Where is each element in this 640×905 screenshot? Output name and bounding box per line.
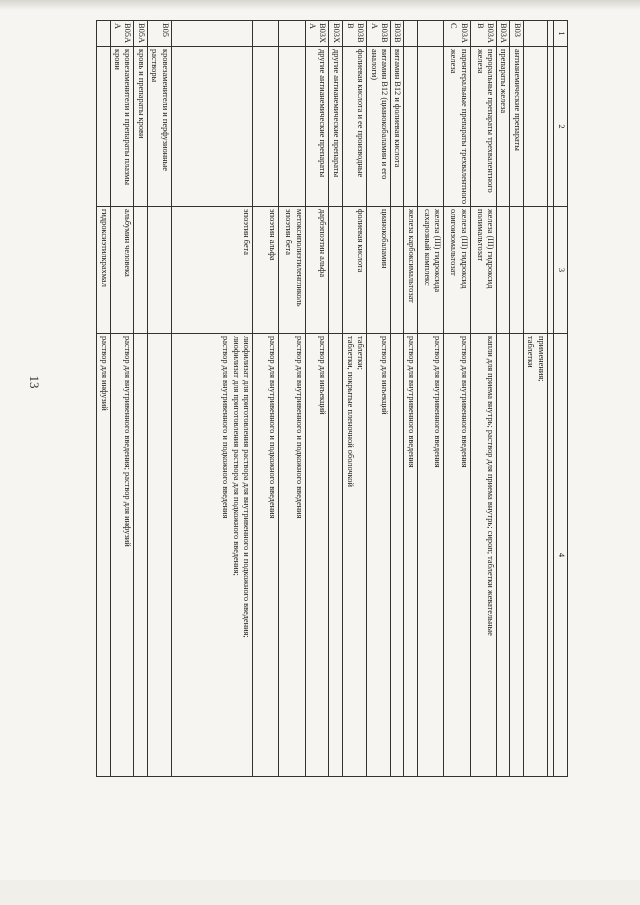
- dosage-forms-cell: [134, 334, 147, 777]
- drug-name-cell: железа карбоксимальтозат: [404, 207, 417, 334]
- drug-name-cell: альбумин человека: [110, 207, 134, 334]
- atc-code-cell: B03: [510, 21, 523, 47]
- group-name-cell: [252, 47, 278, 207]
- dosage-forms-cell: раствор для внутривенного введения: [444, 334, 470, 777]
- drug-name-cell: эпоэтин бета: [171, 207, 252, 334]
- group-name-cell: [523, 47, 547, 207]
- header-col-1: 1: [553, 21, 567, 47]
- drug-name-cell: эпоэтин альфа: [252, 207, 278, 334]
- table-row: [147, 21, 171, 777]
- group-name-cell: витамин B12 и фолиевая кислота: [391, 47, 404, 207]
- table-row: [510, 21, 523, 777]
- header-col-3: 3: [553, 207, 567, 334]
- header-col-2: 2: [553, 47, 567, 207]
- dosage-forms-cell: [510, 334, 523, 777]
- dosage-forms-cell: [547, 334, 553, 777]
- group-name-cell: [417, 47, 443, 207]
- group-name-cell: другие антианемические препараты: [305, 47, 329, 207]
- dosage-forms-cell: [329, 334, 342, 777]
- table-row: [470, 21, 496, 777]
- atc-code-cell: B03X: [329, 21, 342, 47]
- table-body: [97, 21, 568, 777]
- group-name-cell: кровь и препараты крови: [134, 47, 147, 207]
- table-row: [329, 21, 342, 777]
- dosage-forms-cell: лиофилизат для приготовления раствора для внутривенного и подкожного введения; лиофилизат для приготовления раствора для подкожного введения; раствор для внутривенного и подкожного введения: [171, 334, 252, 777]
- drug-name-cell: [134, 207, 147, 334]
- drug-name-cell: [329, 207, 342, 334]
- atc-code-cell: [417, 21, 443, 47]
- dosage-forms-cell: раствор для внутривенного введения: [417, 334, 443, 777]
- drug-name-cell: фолиевая кислота: [342, 207, 366, 334]
- table-row: [404, 21, 417, 777]
- atc-code-cell: [171, 21, 252, 47]
- drug-name-cell: железа (III) гидроксид полимальтозат: [470, 207, 496, 334]
- table-row: [497, 21, 510, 777]
- atc-code-cell: B05A: [134, 21, 147, 47]
- drug-name-cell: [510, 207, 523, 334]
- drug-list-table: [96, 20, 568, 777]
- table-row: [97, 21, 111, 777]
- group-name-cell: другие антианемические препараты: [329, 47, 342, 207]
- page-number: 13: [27, 375, 42, 389]
- atc-code-cell: B03AB: [470, 21, 496, 47]
- table-row: [134, 21, 147, 777]
- atc-code-cell: B03AC: [444, 21, 470, 47]
- group-name-cell: витамин B12 (цианокобаламин и его аналоги): [367, 47, 391, 207]
- dosage-forms-cell: таблетки; таблетки, покрытые пленочной оболочкой: [342, 334, 366, 777]
- atc-code-cell: B03B: [391, 21, 404, 47]
- group-name-cell: [404, 47, 417, 207]
- drug-name-cell: дарбэпоэтин альфа: [305, 207, 329, 334]
- atc-code-cell: B03XA: [305, 21, 329, 47]
- table-row: [523, 21, 547, 777]
- scan-bottom-margin: [0, 880, 640, 905]
- dosage-forms-cell: раствор для инъекций: [305, 334, 329, 777]
- atc-code-cell: B03BA: [367, 21, 391, 47]
- dosage-forms-cell: раствор для внутривенного введения: [404, 334, 417, 777]
- dosage-forms-cell: раствор для инъекций: [367, 334, 391, 777]
- scan-top-edge: [0, 0, 640, 10]
- atc-code-cell: [252, 21, 278, 47]
- atc-code-cell: B05AA: [110, 21, 134, 47]
- dosage-forms-cell: раствор для инфузий: [97, 334, 111, 777]
- atc-code-cell: [404, 21, 417, 47]
- group-name-cell: кровезаменители и перфузионные растворы: [147, 47, 171, 207]
- atc-code-cell: [523, 21, 547, 47]
- group-name-cell: пероральные препараты трехвалентного железа: [470, 47, 496, 207]
- drug-name-cell: [147, 207, 171, 334]
- dosage-forms-cell: применения; таблетки: [523, 334, 547, 777]
- table-row: [391, 21, 404, 777]
- dosage-forms-cell: капли для приема внутрь; раствор для приема внутрь; сироп; таблетки жевательные: [470, 334, 496, 777]
- table-row: [305, 21, 329, 777]
- group-name-cell: [279, 47, 305, 207]
- atc-code-cell: B05: [147, 21, 171, 47]
- group-name-cell: антианемические препараты: [510, 47, 523, 207]
- table-row: [110, 21, 134, 777]
- table-row: [444, 21, 470, 777]
- drug-name-cell: [497, 207, 510, 334]
- group-name-cell: кровезаменители и препараты плазмы крови: [110, 47, 134, 207]
- dosage-forms-cell: раствор для внутривенного и подкожного введения: [279, 334, 305, 777]
- dosage-forms-cell: [147, 334, 171, 777]
- group-name-cell: [171, 47, 252, 207]
- drug-name-cell: гидроксиэтилкрахмал: [97, 207, 111, 334]
- group-name-cell: фолиевая кислота и ее производные: [342, 47, 366, 207]
- dosage-forms-cell: [391, 334, 404, 777]
- table-row: [417, 21, 443, 777]
- table-row: [252, 21, 278, 777]
- drug-name-cell: [391, 207, 404, 334]
- group-name-cell: препараты железа: [497, 47, 510, 207]
- table-row: [367, 21, 391, 777]
- dosage-forms-cell: [497, 334, 510, 777]
- table-row: [342, 21, 366, 777]
- drug-name-cell: [547, 207, 553, 334]
- atc-code-cell: [97, 21, 111, 47]
- rotated-page: [96, 20, 568, 777]
- table-row: [171, 21, 252, 777]
- atc-code-cell: B03BB: [342, 21, 366, 47]
- atc-code-cell: B03A: [497, 21, 510, 47]
- table-row: [547, 21, 553, 777]
- drug-name-cell: железа (III) гидроксид олигоизомальтозат: [444, 207, 470, 334]
- dosage-forms-cell: раствор для внутривенного введения; раствор для инфузий: [110, 334, 134, 777]
- group-name-cell: [97, 47, 111, 207]
- group-name-cell: парентеральные препараты трехвалентного железа: [444, 47, 470, 207]
- header-row: [553, 21, 567, 777]
- group-name-cell: [547, 47, 553, 207]
- table-row: [279, 21, 305, 777]
- drug-name-cell: метоксиполиэтиленгликоль эпоэтин бета: [279, 207, 305, 334]
- drug-name-cell: цианокобаламин: [367, 207, 391, 334]
- drug-name-cell: [523, 207, 547, 334]
- drug-name-cell: железа (III) гидроксида сахарозный комплекс: [417, 207, 443, 334]
- header-col-4: 4: [553, 334, 567, 777]
- atc-code-cell: [547, 21, 553, 47]
- dosage-forms-cell: раствор для внутривенного и подкожного введения: [252, 334, 278, 777]
- atc-code-cell: [279, 21, 305, 47]
